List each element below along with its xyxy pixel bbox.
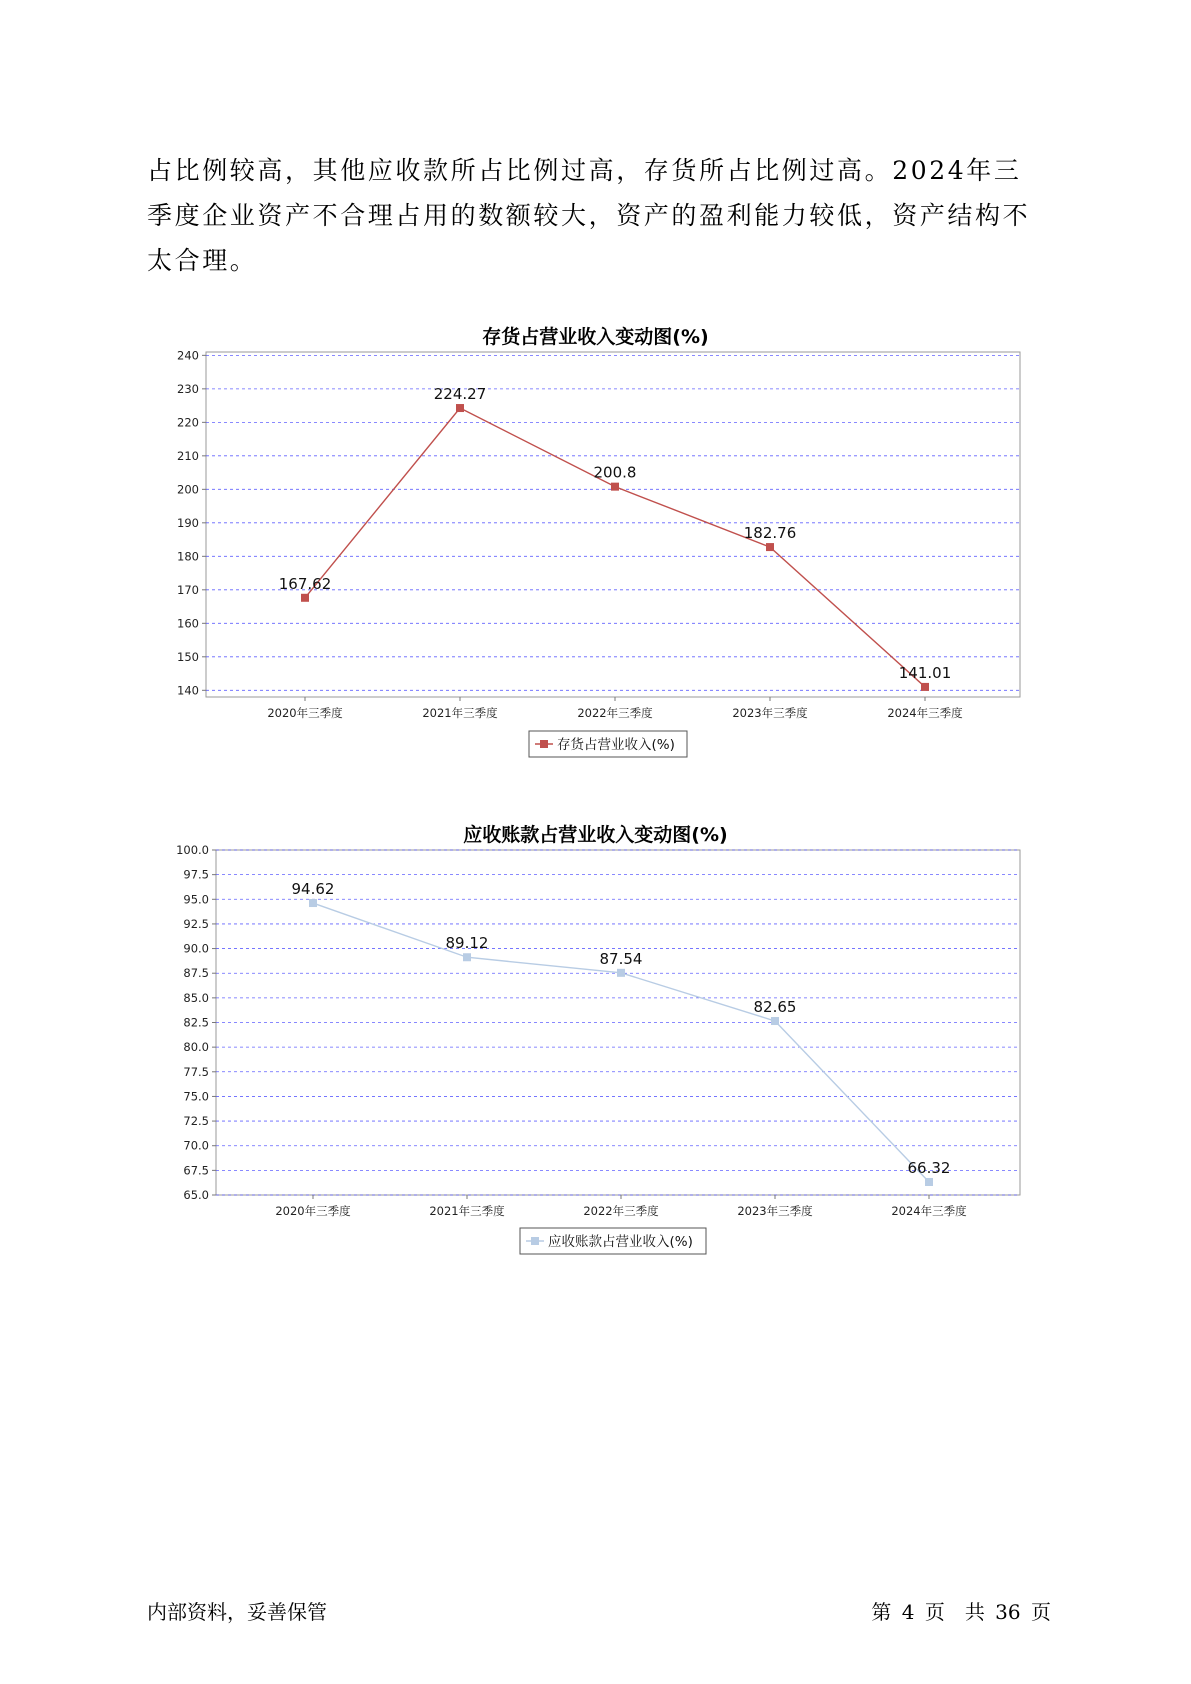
- chart-title-receivables: 应收账款占营业收入变动图(%): [463, 824, 728, 846]
- legend-marker: [531, 1237, 539, 1245]
- y-tick-label: 70.0: [183, 1138, 209, 1153]
- data-point: [766, 543, 774, 551]
- footer-confidential-note: 内部资料，妥善保管: [147, 1600, 327, 1624]
- data-label: 167.62: [278, 574, 332, 593]
- inventory-ratio-chart: [0, 340, 1191, 760]
- data-point: [301, 594, 309, 602]
- legend-label: 存货占营业收入(%): [557, 737, 675, 753]
- y-tick-label: 210: [177, 448, 199, 463]
- data-label: 66.32: [907, 1158, 951, 1177]
- x-tick-label: 2020年三季度: [267, 706, 343, 720]
- x-tick-label: 2021年三季度: [429, 1204, 505, 1218]
- data-point: [611, 483, 619, 491]
- y-tick-label: 100.0: [176, 843, 209, 857]
- y-tick-label: 230: [177, 381, 199, 396]
- y-tick-label: 95.0: [183, 892, 209, 907]
- y-tick-label: 92.5: [183, 916, 209, 931]
- legend-marker: [540, 740, 548, 748]
- x-tick-label: 2023年三季度: [737, 1204, 813, 1218]
- y-tick-label: 140: [177, 683, 199, 698]
- footer-page-number: 第 4 页 共 36 页: [871, 1600, 1051, 1624]
- data-label: 224.27: [433, 385, 487, 404]
- data-label: 141.01: [898, 663, 952, 682]
- x-tick-label: 2024年三季度: [887, 706, 963, 720]
- y-tick-label: 220: [177, 415, 199, 430]
- legend-label: 应收账款占营业收入(%): [548, 1234, 693, 1250]
- data-point: [617, 969, 625, 977]
- y-tick-label: 150: [177, 649, 199, 664]
- data-label: 200.8: [593, 463, 637, 482]
- data-point: [309, 899, 317, 907]
- y-tick-label: 65.0: [183, 1188, 209, 1202]
- x-tick-label: 2022年三季度: [583, 1204, 659, 1218]
- data-point: [921, 683, 929, 691]
- chart-title-inventory: 存货占营业收入变动图(%): [482, 326, 709, 348]
- y-tick-label: 90.0: [183, 941, 209, 956]
- y-tick-label: 72.5: [183, 1114, 209, 1129]
- x-tick-label: 2023年三季度: [732, 706, 808, 720]
- y-tick-label: 82.5: [183, 1015, 209, 1030]
- y-tick-label: 180: [177, 549, 199, 564]
- data-point: [463, 953, 471, 961]
- y-tick-label: 240: [177, 348, 199, 363]
- plot-area: [206, 352, 1020, 697]
- y-tick-label: 80.0: [183, 1040, 209, 1055]
- data-point: [771, 1017, 779, 1025]
- x-tick-label: 2024年三季度: [891, 1204, 967, 1218]
- y-tick-label: 67.5: [183, 1163, 209, 1178]
- data-label: 182.76: [743, 524, 797, 543]
- y-tick-label: 97.5: [183, 867, 209, 882]
- y-tick-label: 190: [177, 515, 199, 530]
- y-tick-label: 87.5: [183, 966, 209, 981]
- data-label: 82.65: [753, 998, 797, 1017]
- y-tick-label: 75.0: [183, 1089, 209, 1104]
- y-tick-label: 170: [177, 582, 199, 597]
- y-tick-label: 200: [177, 482, 199, 497]
- x-tick-label: 2021年三季度: [422, 706, 498, 720]
- body-paragraph: 占比例较高，其他应收款所占比例过高，存货所占比例过高。2024年三季度企业资产不合理占用的数额较大，资产的盈利能力较低，资产结构不太合理。: [147, 156, 1031, 275]
- data-label: 89.12: [445, 934, 489, 953]
- data-point: [925, 1178, 933, 1186]
- y-tick-label: 85.0: [183, 990, 209, 1005]
- x-tick-label: 2022年三季度: [577, 706, 653, 720]
- y-tick-label: 77.5: [183, 1064, 209, 1079]
- data-point: [456, 404, 464, 412]
- data-label: 87.54: [599, 949, 643, 968]
- receivables-ratio-chart: [0, 838, 1191, 1258]
- data-label: 94.62: [291, 880, 335, 899]
- x-tick-label: 2020年三季度: [275, 1204, 351, 1218]
- y-tick-label: 160: [177, 616, 199, 631]
